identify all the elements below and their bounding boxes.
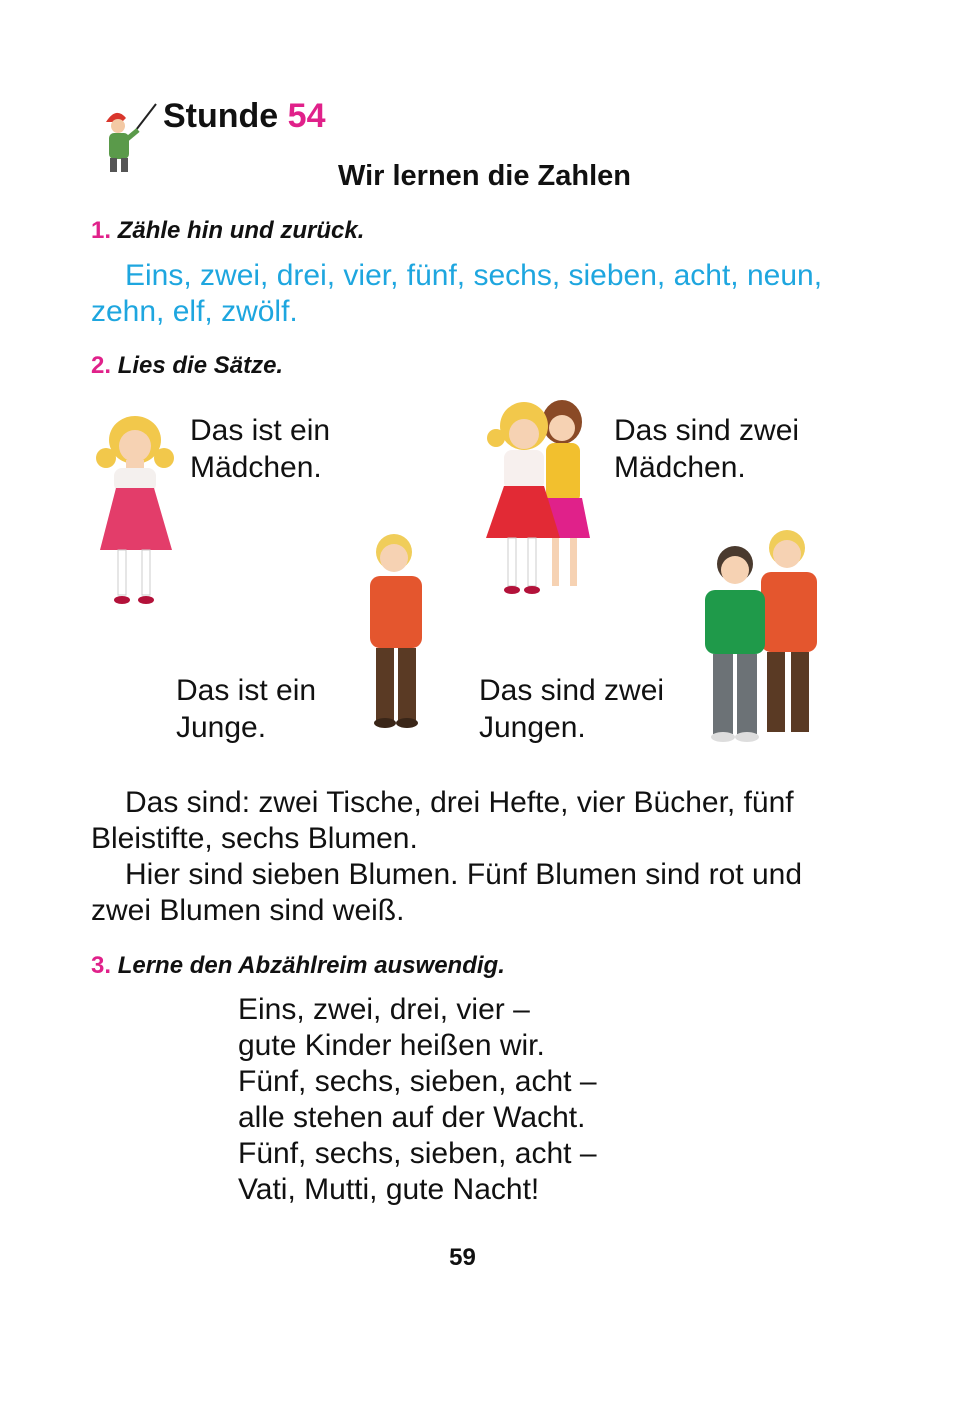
caption-two-girls-line2: Mädchen.: [614, 451, 746, 484]
caption-boy-line1: Das ist ein: [176, 674, 317, 707]
task-3-number: 3.: [91, 952, 112, 979]
task-3: [91, 952, 505, 980]
task-1: [91, 217, 364, 245]
rhyme: [238, 992, 597, 1208]
lesson-title: [163, 97, 326, 136]
rhyme-line: Fünf, sechs, sieben, acht –: [238, 1065, 597, 1098]
rhyme-line: Fünf, sechs, sieben, acht –: [238, 1137, 597, 1170]
topic-heading: Wir lernen die Zahlen: [337, 160, 632, 192]
two-girls-illustration: [480, 398, 610, 598]
task-1-number: 1.: [91, 217, 112, 244]
task-3-text: Lerne den Abzählreim auswendig.: [117, 952, 505, 979]
caption-girl-line1: Das ist ein: [190, 414, 331, 447]
caption-boy-line2: Junge.: [176, 711, 267, 744]
caption-two-boys: [479, 672, 664, 746]
caption-boy: [176, 672, 316, 746]
page-number: 59: [449, 1244, 476, 1271]
caption-two-boys-line1: Das sind zwei: [479, 674, 665, 707]
girl-illustration: [88, 410, 188, 610]
caption-two-girls-line1: Das sind zwei: [614, 414, 800, 447]
two-boys-illustration: [695, 522, 835, 747]
task-2-text: Lies die Sätze.: [117, 352, 284, 379]
rhyme-line: Eins, zwei, drei, vier –: [238, 993, 530, 1026]
task-2: [91, 352, 283, 380]
task-2-number: 2.: [91, 352, 112, 379]
task-1-text: Zähle hin und zurück.: [117, 217, 365, 244]
caption-two-boys-line2: Jungen.: [479, 711, 586, 744]
lesson-number: 54: [287, 97, 326, 135]
paragraph-2: Hier sind sieben Blumen. Fünf Blumen sind rot und zwei Blumen sind weiß.: [91, 858, 803, 927]
numbers-text: Eins, zwei, drei, vier, fünf, sechs, sieben, acht, neun, zehn, elf, zwölf.: [91, 259, 823, 328]
boy-illustration: [348, 530, 438, 730]
lesson-word: Stunde: [163, 97, 279, 135]
caption-girl-line2: Mädchen.: [190, 451, 322, 484]
caption-girl: [190, 412, 330, 486]
paragraph-1: Das sind: zwei Tische, drei Hefte, vier Bücher, fünf Bleistifte, sechs Blumen.: [91, 786, 794, 855]
caption-two-girls: [614, 412, 799, 486]
rhyme-line: Vati, Mutti, gute Nacht!: [238, 1173, 540, 1206]
rhyme-line: gute Kinder heißen wir.: [238, 1029, 545, 1062]
rhyme-line: alle stehen auf der Wacht.: [238, 1101, 586, 1134]
